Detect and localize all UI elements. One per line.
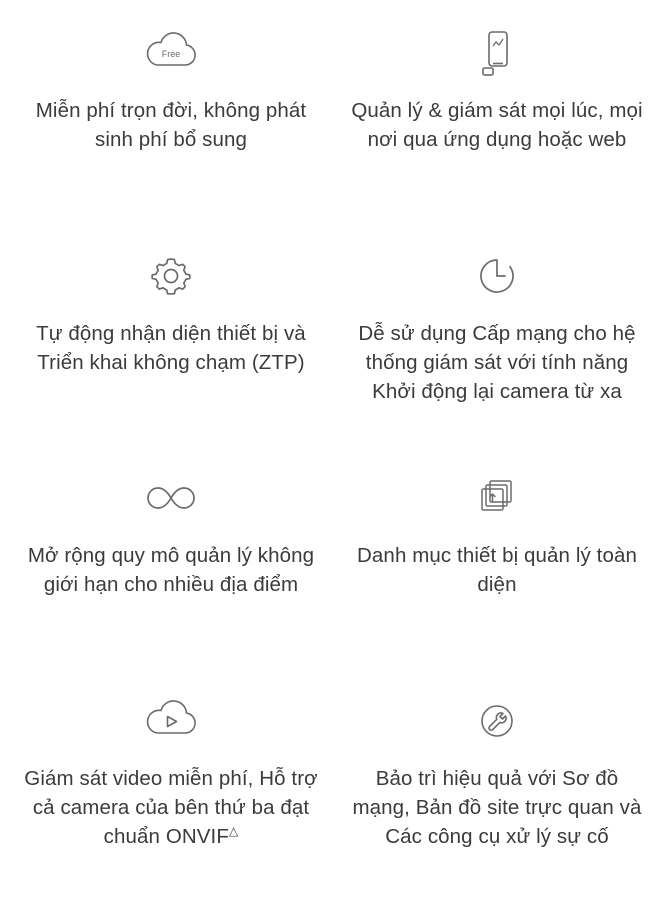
infinity-icon [141, 469, 201, 527]
svg-text:Free: Free [161, 49, 181, 59]
feature-text: Bảo trì hiệu quả với Sơ đồ mạng, Bản đồ site trực quan và Các công cụ xử lý sự cố [352, 766, 642, 848]
cloud-play-icon [141, 692, 201, 750]
feature-item [334, 678, 660, 900]
feature-text: Mở rộng quy mô quản lý không giới hạn cho nhiều địa điểm [27, 544, 315, 597]
stacked-devices-icon [473, 469, 521, 527]
feature-item [334, 10, 660, 233]
feature-item [334, 233, 660, 456]
feature-item [8, 678, 334, 900]
feature-text: Tự động nhận diện thiết bị và Triển khai không chạm (ZTP) [36, 321, 306, 374]
feature-text: Danh mục thiết bị quản lý toàn diện [357, 544, 637, 597]
gear-icon [147, 247, 195, 305]
feature-text-superscript: △ [228, 823, 239, 838]
feature-item [8, 455, 334, 678]
feature-text [21, 764, 321, 851]
feature-item [334, 455, 660, 678]
mobile-monitor-icon [477, 24, 517, 82]
feature-item [8, 10, 334, 233]
clock-icon [473, 247, 521, 305]
feature-text: Miễn phí trọn đời, không phát sinh phí bổ sung [35, 99, 307, 152]
feature-text-main: Giám sát video miễn phí, Hỗ trợ cả camera của bên thứ ba đạt chuẩn ONVIF [24, 766, 318, 848]
feature-item [8, 233, 334, 456]
feature-text: Quản lý & giám sát mọi lúc, mọi nơi qua ứng dụng hoặc web [351, 99, 643, 152]
wrench-network-icon [473, 692, 521, 750]
feature-text: Dễ sử dụng Cấp mạng cho hệ thống giám sát với tính năng Khởi động lại camera từ xa [358, 321, 636, 403]
cloud-free-icon [141, 24, 201, 82]
